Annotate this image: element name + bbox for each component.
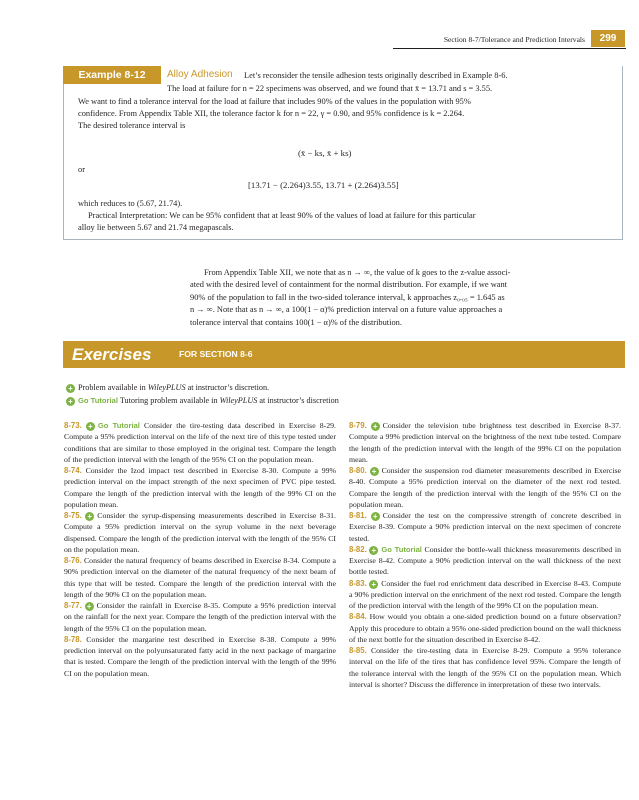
example-line-3: We want to find a tolerance interval for the load at failure that includes 90% of the values in the population with 95% xyxy=(78,97,471,106)
formula-tolerance: (x̄ − ks, x̄ + ks) xyxy=(298,148,352,158)
exercise-text: Consider the test on the compressive strength of concrete described in Exercise 8-39. Compute a 90% prediction interval on the next specimen of concrete tested. xyxy=(349,511,621,543)
plus-icon: + xyxy=(85,602,94,611)
intro-line-5: tolerance interval that contains 100(1 − α)% of the distribution. xyxy=(190,318,402,327)
interpretation-line-2: alloy lie between 5.67 and 21.74 megapascals. xyxy=(78,223,234,232)
exercise-number: 8-73. xyxy=(64,421,82,430)
legend-line-1: + Problem available in WileyPLUS at instructor’s discretion. xyxy=(66,382,269,393)
exercise-item xyxy=(349,645,621,690)
exercises-title: Exercises xyxy=(72,345,152,364)
exercise-number: 8-80. xyxy=(349,466,367,475)
plus-icon: + xyxy=(66,397,75,406)
exercise-column-left xyxy=(64,420,336,679)
exercise-number: 8-82. xyxy=(349,544,367,554)
header-rule xyxy=(393,48,626,49)
plus-icon: + xyxy=(86,422,95,431)
exercise-text: Consider the margarine test described in Exercise 8-38. Compute a 99% prediction interval on the polyunsaturated fatty acid in the next package of margarine that is tested. Compare the length of the prediction interval with the length of the 99% CI on the population mean. xyxy=(64,634,336,678)
plus-icon: + xyxy=(370,467,379,476)
legend-line-2: + Go Tutorial Tutoring problem available in WileyPLUS at instructor’s discretion xyxy=(66,395,339,406)
example-title: Alloy Adhesion xyxy=(167,69,233,80)
go-tutorial-tag: Go Tutorial xyxy=(78,396,118,405)
example-label: Example 8-12 xyxy=(63,66,161,84)
go-tutorial-tag: Go Tutorial xyxy=(97,421,140,430)
exercise-number: 8-76. xyxy=(64,556,82,565)
plus-icon: + xyxy=(66,384,75,393)
plus-icon: + xyxy=(371,512,380,521)
exercise-text: Consider the tire-testing data in Exercise 8-29. Compute a 95% tolerance interval on the life of the tires that has confidence level 95%. Compare the length of the tolerance interval with the length of the 95% CI on the population mean. Which interval is shorter? Discuss the difference in interpretation of these two intervals. xyxy=(349,646,621,689)
exercise-number: 8-75. xyxy=(64,511,82,520)
plus-icon: + xyxy=(85,512,94,521)
exercise-item xyxy=(64,510,336,555)
exercise-number: 8-74. xyxy=(64,466,82,475)
exercise-text: Consider the bottle-wall thickness measurements described in Exercise 8-42. Compute a 90% prediction interval on the wall thickness of the next bottle tested. xyxy=(349,544,621,577)
plus-icon: + xyxy=(369,580,378,589)
example-line-1: Let’s reconsider the tensile adhesion tests originally described in Example 8-6. xyxy=(244,71,508,80)
exercise-text: Consider the suspension rod diameter measurements described in Exercise 8-40. Compute a 95% prediction interval on the diameter of the next rod tested. Compare the length of the prediction interval with the length of the 95% CI on the population mean. xyxy=(349,466,621,509)
exercises-subtitle: FOR SECTION 8-6 xyxy=(179,349,253,359)
exercise-item xyxy=(64,420,336,465)
exercise-text: Consider the rainfall in Exercise 8-35. Compute a 95% prediction interval on the rainfall for the next year. Compare the length of the prediction interval with the length of the 95% CI on the population mean. xyxy=(64,601,337,633)
intro-line-1: From Appendix Table XII, we note that as n → ∞, the value of k goes to the z-value associ- xyxy=(204,268,511,277)
exercise-item xyxy=(64,555,336,600)
intro-line-2: ated with the desired level of containment for the normal distribution. For example, if we want xyxy=(190,280,507,289)
page-number: 299 xyxy=(591,30,625,47)
exercise-number: 8-77. xyxy=(64,601,82,610)
intro-line-3: 90% of the population to fall in the two-sided tolerance interval, k approaches z₀.₀₅ = 1.645 as xyxy=(190,293,505,302)
exercise-item xyxy=(349,578,621,612)
exercise-column-right xyxy=(349,420,621,690)
exercise-item xyxy=(349,465,621,510)
exercise-item xyxy=(349,420,621,465)
exercise-number: 8-79. xyxy=(349,421,367,430)
example-line-5: The desired tolerance interval is xyxy=(78,121,186,130)
exercise-number: 8-84. xyxy=(349,612,367,622)
exercise-item xyxy=(349,544,621,578)
exercise-text: Consider the Izod impact test described in Exercise 8-30. Compute a 99% prediction interval on the impact strength of the next specimen of PVC pipe tested. Compare the length of the prediction interval with the length of the 99% CI on the population mean. xyxy=(64,466,336,509)
exercise-number: 8-78. xyxy=(64,634,82,644)
exercise-item xyxy=(349,510,621,544)
exercise-number: 8-81. xyxy=(349,511,367,520)
exercise-item xyxy=(349,611,621,645)
exercise-text: Consider the syrup-dispensing measurements described in Exercise 8-31. Compute a 95% prediction interval on the syrup volume in the next beverage dispensed. Compare the length of the prediction interval with the length of the 95% CI on the population mean. xyxy=(64,511,337,554)
plus-icon: + xyxy=(371,422,380,431)
exercise-item xyxy=(64,634,336,679)
go-tutorial-tag: Go Tutorial xyxy=(381,544,422,554)
reduces-text: which reduces to (5.67, 21.74). xyxy=(78,199,183,208)
example-line-4: confidence. From Appendix Table XII, the tolerance factor k for n = 22, γ = 0.90, and 95% confidence is k = 2.264. xyxy=(78,109,465,118)
exercise-number: 8-83. xyxy=(349,578,367,588)
plus-icon: + xyxy=(369,546,378,555)
exercise-number: 8-85. xyxy=(349,646,367,655)
intro-line-4: n → ∞. Note that as n → ∞, a 100(1 − α)% prediction interval on a future value approaches a xyxy=(190,305,503,314)
exercise-item xyxy=(64,600,336,634)
exercise-item xyxy=(64,465,336,510)
exercise-text: Consider the tire-testing data described in Exercise 8-29. Compute a 95% prediction interval on the life of the next tire of this type tested under conditions that are similar to those employed in the original test. Compare the length of the prediction interval with the length of the 95% CI on the population mean. xyxy=(64,421,336,464)
exercise-text: How would you obtain a one-sided prediction bound on a future observation? Apply this procedure to obtain a 95% one-sided prediction bound on the wall thickness of the next bottle for the situation described in Exercise 8-42. xyxy=(349,612,621,644)
exercise-text: Consider the fuel rod enrichment data described in Exercise 8-43. Compute a 90% prediction interval on the enrichment of the next rod tested. Compare the length of the prediction interval with the length of the 99% CI on the population mean. xyxy=(349,578,621,610)
exercise-text: Consider the television tube brightness test described in Exercise 8-37. Compute a 99% prediction interval on the brightness of the next tube tested. Compare the length of the prediction interval with the length of the 99% CI on the population mean. xyxy=(349,421,621,464)
example-line-2: The load at failure for n = 22 specimens was observed, and we found that x̄ = 13.71 and s = 3.55. xyxy=(167,84,493,93)
interpretation-line-1: Practical Interpretation: We can be 95% confident that at least 90% of the values of load at failure for this particular xyxy=(88,211,476,220)
formula-numeric: [13.71 − (2.264)3.55, 13.71 + (2.264)3.55] xyxy=(248,180,399,190)
or-text: or xyxy=(78,165,85,174)
exercise-text: Consider the natural frequency of beams described in Exercise 8-34. Compute a 90% prediction interval on the diameter of the natural frequency of the next beam of this type that will be tested. Compare the length of the prediction interval with the length of the 90% CI on the population mean. xyxy=(64,556,336,599)
running-header: Section 8-7/Tolerance and Prediction Intervals xyxy=(443,35,585,44)
